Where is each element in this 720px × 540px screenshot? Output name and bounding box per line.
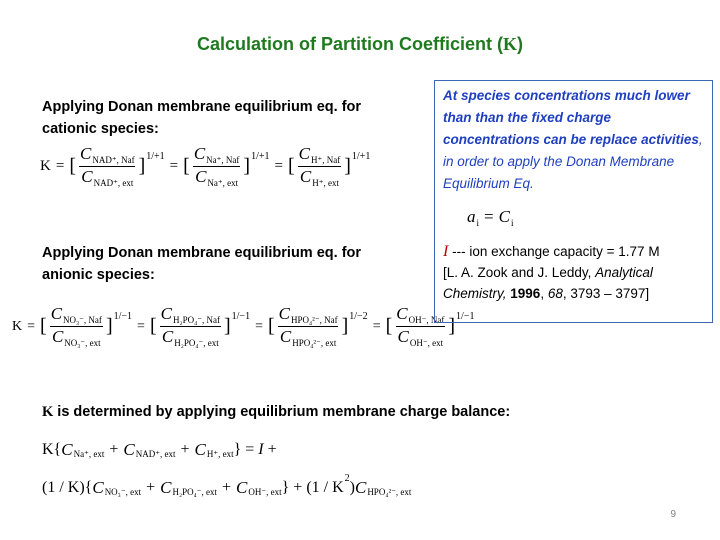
exponent: 1/−2 bbox=[349, 311, 368, 322]
balance-term-sub: H⁺, ext bbox=[206, 448, 234, 459]
equals-sign: = bbox=[484, 207, 494, 226]
title-symbol: K bbox=[503, 34, 518, 54]
bracket-open: [ bbox=[40, 315, 47, 337]
concentration-symbol: C bbox=[160, 478, 172, 497]
concentration-symbol: C bbox=[354, 478, 367, 497]
concentration-symbol: C bbox=[51, 327, 64, 346]
exponent: 1/−1 bbox=[456, 311, 475, 322]
slide-title bbox=[0, 34, 720, 55]
cationic-fraction-na bbox=[192, 144, 242, 189]
fraction-numerator-sub: Na⁺, Naf bbox=[206, 155, 240, 165]
cationic-fraction-h bbox=[297, 144, 343, 189]
concentration-symbol: C bbox=[92, 478, 104, 497]
reference-sep: , bbox=[540, 286, 548, 301]
balance-prefix: (1 / K){ bbox=[42, 479, 93, 496]
bracket-close: ] bbox=[105, 315, 113, 337]
concentration-symbol: C bbox=[279, 327, 292, 346]
concentration-symbol: C bbox=[278, 304, 290, 323]
anionic-equation: K = [ $\frac{C_{NO_3^-, Naf}}{C_{NO_3^-, ext}}$ ] 1/−1 = [ $\frac{C_{H_2PO_4^-, Naf}}{C_{H_2PO_4^-, ext}}$ ] 1/−1 = [ $\frac{C_{HPO_4^{2-}, Naf}}{C_{HPO_4^{2-}, ext}}$ ] 1/−2 = [ $\frac{C_{OH^-, Naf}}{C_{OH^-, ext}}$ ] 1/−1 bbox=[12, 304, 475, 348]
activity-sub: i bbox=[476, 218, 480, 228]
anionic-fraction-h2po4 bbox=[159, 304, 222, 349]
concentration-symbol: C bbox=[123, 440, 135, 459]
concentration-symbol: C bbox=[194, 440, 206, 459]
concentration-symbol: C bbox=[161, 327, 174, 346]
bracket-open: [ bbox=[385, 315, 393, 337]
concentration-symbol: C bbox=[79, 144, 92, 163]
bracket-open: [ bbox=[287, 155, 295, 177]
exponent: 1/+1 bbox=[351, 151, 371, 162]
bracket-open: [ bbox=[183, 155, 190, 177]
fraction-numerator-sub: H⁺, Naf bbox=[310, 155, 341, 165]
concentration-symbol: C bbox=[61, 440, 73, 459]
page-number: 9 bbox=[670, 509, 676, 520]
reference-volume: 68 bbox=[547, 286, 563, 301]
cationic-heading: Applying Donan membrane equilibrium eq. for cationic species: bbox=[42, 99, 362, 137]
concentration-sub: i bbox=[510, 218, 514, 228]
activity-symbol: a bbox=[467, 207, 476, 226]
balance-suffix: } = bbox=[233, 441, 259, 458]
fraction-denominator-sub: Na⁺, ext bbox=[207, 178, 239, 188]
fraction-denominator-sub: NAD⁺, ext bbox=[93, 178, 134, 188]
reference-authors: [L. A. Zook and J. Leddy, bbox=[443, 265, 596, 280]
title-text: Calculation of Partition Coefficient ( bbox=[196, 34, 503, 54]
bracket-close: ] bbox=[344, 155, 351, 177]
fraction-numerator-sub: OH⁻, Naf bbox=[408, 315, 445, 325]
balance-tail: + bbox=[263, 441, 277, 458]
cationic-equation: K = [ $\frac{C_{NAD^+, Naf}}{C_{NAD^+, ext}}$ ] 1/+1 = [ $\frac{C_{Na^+, Naf}}{C_{Na^+, ext}}$ ] 1/+1 = [ $\frac{C_{H^+, Naf}}{C_{H^+, ext}}$ ] 1/+1 bbox=[40, 144, 371, 188]
exponent: 1/+1 bbox=[146, 151, 165, 162]
exponent: 1/−1 bbox=[231, 311, 251, 322]
balance-term-sub: NAD⁺, ext bbox=[135, 448, 176, 459]
anionic-fraction-hpo4 bbox=[277, 304, 340, 349]
activity-equation bbox=[467, 207, 704, 227]
reference-journal: Analytical Chemistry, bbox=[443, 265, 653, 301]
concentration-symbol: C bbox=[195, 167, 207, 186]
bracket-close: ] bbox=[448, 315, 456, 337]
balance-term-sub: Na⁺, ext bbox=[73, 448, 105, 459]
bracket-close: ] bbox=[341, 315, 349, 337]
capacity-symbol: I bbox=[258, 441, 264, 458]
exponent: 2 bbox=[344, 472, 350, 484]
reference-year: 1996 bbox=[506, 286, 541, 301]
concentration-symbol: C bbox=[193, 144, 206, 163]
fraction-numerator-sub: NO₃⁻, Naf bbox=[63, 315, 102, 325]
bracket-close: ] bbox=[138, 155, 146, 177]
charge-balance-heading bbox=[42, 401, 602, 423]
cationic-lhs: K bbox=[40, 158, 51, 174]
note-box bbox=[434, 80, 713, 323]
capacity-symbol: I bbox=[443, 243, 449, 260]
balance-term-sub: OH⁻, ext bbox=[248, 486, 282, 497]
bracket-close: ] bbox=[243, 155, 251, 177]
concentration-symbol: C bbox=[50, 304, 63, 323]
balance-term-sub: NO₃⁻, ext bbox=[104, 486, 142, 497]
fraction-numerator-sub: NAD⁺, Naf bbox=[92, 155, 135, 165]
fraction-numerator-sub: HPO₄²⁻, Naf bbox=[291, 315, 338, 325]
exponent: 1/−1 bbox=[113, 311, 133, 322]
charge-balance-symbol: K bbox=[42, 404, 54, 420]
fraction-numerator-sub: H₂PO₄⁻, Naf bbox=[172, 315, 220, 325]
concentration-symbol: C bbox=[160, 304, 172, 323]
exponent: 1/+1 bbox=[251, 151, 270, 162]
concentration-symbol: C bbox=[498, 207, 510, 226]
bracket-open: [ bbox=[69, 155, 76, 177]
balance-equation-line1: K{ C Na⁺, ext + C NAD⁺, ext + C H⁺, ext } = I + bbox=[42, 440, 277, 459]
balance-prefix: K{ bbox=[42, 441, 62, 458]
bracket-open: [ bbox=[149, 315, 157, 337]
concentration-symbol: C bbox=[298, 144, 310, 163]
fraction-denominator-sub: NO₃⁻, ext bbox=[64, 338, 101, 348]
note-lead bbox=[443, 85, 704, 195]
balance-equation-line2: (1 / K){ C NO₃⁻, ext + C H₂PO₄⁻, ext + C OH⁻, ext } + (1 / K 2 ) C HPO₄²⁻, ext bbox=[42, 472, 412, 497]
balance-middle-close: ) bbox=[349, 479, 355, 496]
anionic-heading: Applying Donan membrane equilibrium eq. for anionic species: bbox=[42, 245, 362, 283]
title-close: ) bbox=[517, 34, 524, 54]
note-lead-emphasis: At species concentrations much lower than than the fixed charge concentrations can be replace activities bbox=[443, 88, 699, 147]
concentration-symbol: C bbox=[299, 167, 312, 186]
concentration-symbol: C bbox=[236, 478, 248, 497]
balance-term-sub: HPO₄²⁻, ext bbox=[367, 486, 412, 497]
balance-term-sub: H₂PO₄⁻, ext bbox=[172, 486, 217, 497]
note-lead-rest: , in order to apply the Donan Membrane Equilibrium Eq. bbox=[443, 132, 703, 191]
bracket-open: [ bbox=[267, 315, 275, 337]
fraction-denominator-sub: HPO₄²⁻, ext bbox=[292, 338, 337, 348]
anionic-fraction-no3 bbox=[49, 304, 104, 349]
fraction-denominator-sub: OH⁻, ext bbox=[409, 338, 444, 348]
capacity-text: --- ion exchange capacity = 1.77 M bbox=[448, 244, 660, 259]
cationic-fraction-nad bbox=[78, 144, 137, 189]
concentration-symbol: C bbox=[396, 304, 408, 323]
fraction-denominator-sub: H₂PO₄⁻, ext bbox=[174, 338, 219, 348]
charge-balance-text: is determined by applying equilibrium membrane charge balance: bbox=[53, 404, 511, 420]
anionic-lhs: K bbox=[12, 318, 23, 334]
concentration-symbol: C bbox=[397, 327, 409, 346]
reference-pages: , 3793 – 3797] bbox=[562, 286, 650, 301]
bracket-close: ] bbox=[223, 315, 231, 337]
balance-middle: } + (1 / K bbox=[281, 479, 344, 496]
concentration-symbol: C bbox=[81, 167, 93, 186]
fraction-denominator-sub: H⁺, ext bbox=[312, 178, 339, 188]
reference bbox=[443, 262, 704, 304]
capacity-note bbox=[443, 241, 704, 262]
